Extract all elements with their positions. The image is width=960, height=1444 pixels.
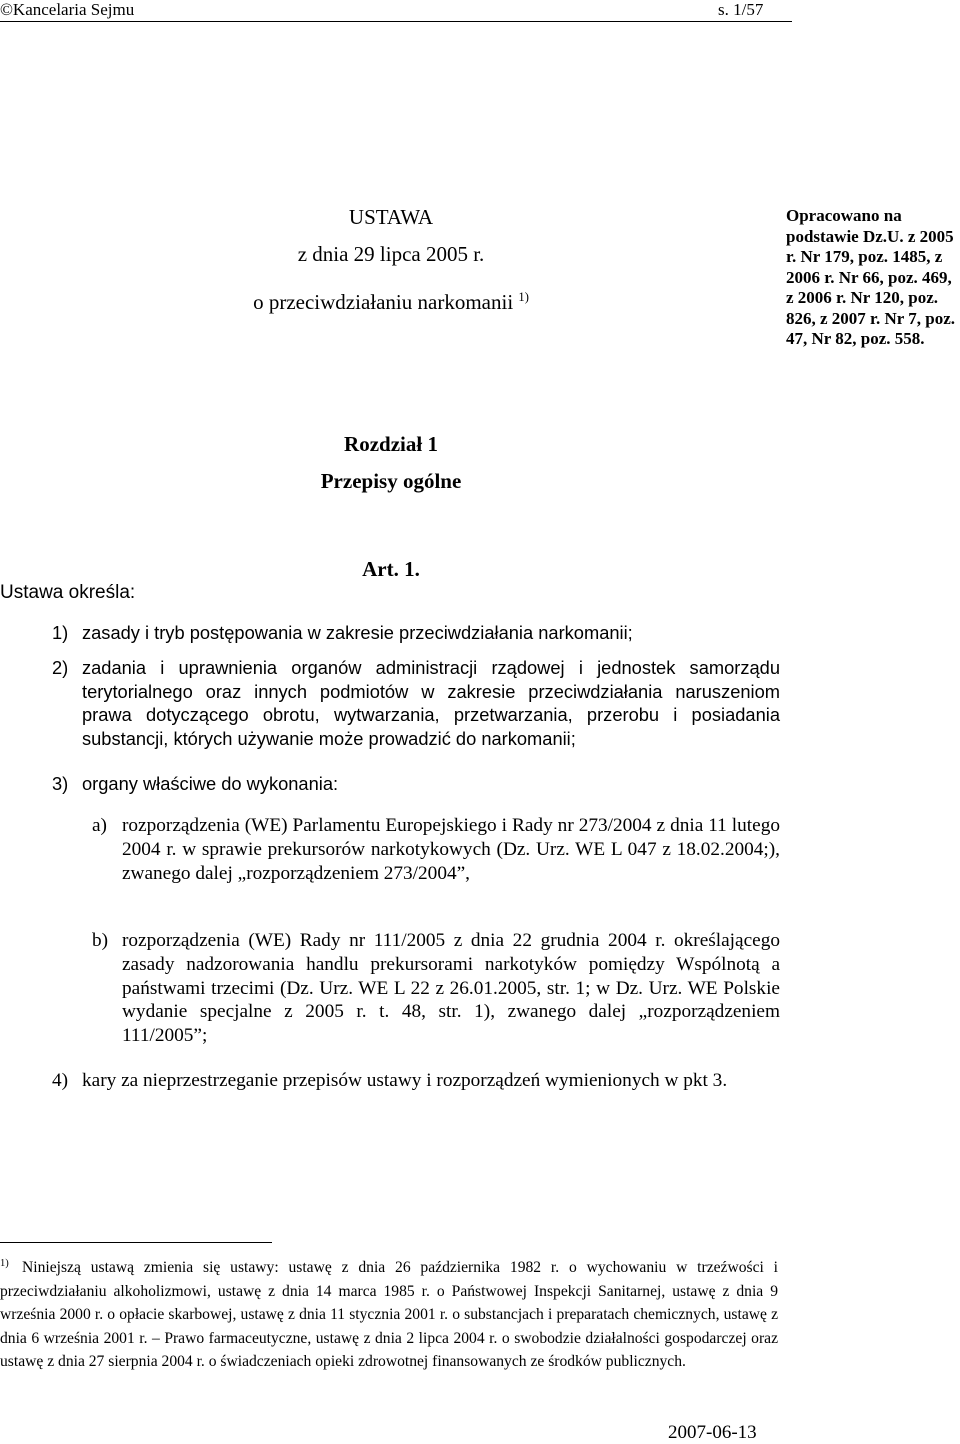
item-text: zadania i uprawnienia organów administracji rządowej i jednostek samorządu terytorialnego oraz innych podmiotów w zakresie przeciwdziałania naruszeniom prawa dotyczącego obrotu, wytwarzania, przetwarzania, przerobu i posiadania substancji, których używanie może prowadzić do narkomanii; [82,657,780,749]
item-number: 1) [52,622,69,643]
list-subitem [92,814,780,885]
item-number: 3) [52,773,69,794]
list-item [52,772,780,796]
header-rule [0,21,792,22]
header-bar [0,0,792,22]
list-item [52,621,780,645]
item-text: kary za nieprzestrzeganie przepisów ustawy i rozporządzeń wymienionych w pkt 3. [82,1070,728,1091]
page-number: s. 1/57 [718,0,764,19]
article-label: Art. 1. [362,557,420,581]
act-date: z dnia 29 lipca 2005 r. [297,242,485,266]
act-subject [0,290,782,315]
item-text: organy właściwe do wykonania: [82,773,339,794]
act-subject-text: o przeciwdziałaniu narkomanii [253,290,514,314]
header-left: ©Kancelaria Sejmu [0,0,135,19]
footnote-text: Niniejszą ustawą zmienia się ustawy: ustawę z dnia 26 października 1982 r. o wychowaniu w trzeźwości i przeciwdziałaniu alkoholizmowi, ustawę z dnia 14 marca 1985 r. o Państwowej Inspekcji Sanitarnej, ustawę z dnia 9 września 2000 r. o opłacie skarbowej, ustawę z dnia 11 stycznia 2001 r. o substancjach i preparatach chemicznych, ustawę z dnia 6 września 2001 r. – Prawo farmaceutyczne, ustawę z dnia 2 lipca 2004 r. o swobodzie działalności gospodarczej oraz ustawę z dnia 27 sierpnia 2004 r. o świadczeniach opieki zdrowotnej finansowanych ze środków publicznych. [0,1259,778,1371]
item-text: zasady i tryb postępowania w zakresie przeciwdziałania narkomanii; [82,622,633,643]
chapter-title: Przepisy ogólne [320,469,462,493]
subitem-text: rozporządzenia (WE) Parlamentu Europejskiego i Rady nr 273/2004 z dnia 11 lutego 2004 r. w sprawie prekursorów narkotykowych (Dz. Urz. WE L 047 z 18.02.2004;), zwanego dalej „rozporządzeniem 273/2004”, [122,815,780,884]
list-item [52,656,780,750]
item-number: 4) [52,1070,69,1091]
act-type: USTAWA [348,205,434,229]
footer-date: 2007-06-13 [668,1422,757,1443]
item-number: 2) [52,657,69,678]
act-footnote-ref[interactable]: 1) [518,290,529,304]
footnote [0,1256,778,1374]
chapter-number: Rozdział 1 [344,432,438,456]
subitem-letter: b) [92,930,109,951]
footnote-rule [0,1242,272,1243]
article-intro: Ustawa określa: [0,582,136,603]
list-subitem [92,929,780,1048]
side-note: Opracowano na podstawie Dz.U. z 2005 r. Nr 179, poz. 1485, z 2006 r. Nr 66, poz. 469, z 2006 r. Nr 120, poz. 826, z 2007 r. Nr 7, poz. 47, Nr 82, poz. 558. [786,206,956,348]
list-item [52,1069,780,1093]
subitem-text: rozporządzenia (WE) Rady nr 111/2005 z dnia 22 grudnia 2004 r. określającego zasady nadzorowania handlu prekursorami narkotyków pomiędzy Wspólnotą a państwami trzecimi (Dz. Urz. WE L 22 z 26.01.2005, str. 1; w Dz. Urz. WE Polskie wydanie specjalne z 2005 r. t. 48, str. 1), zwanego dalej „rozporządzeniem 111/2005”; [122,930,780,1047]
footnote-mark: 1) [0,1258,9,1269]
subitem-letter: a) [92,815,107,836]
